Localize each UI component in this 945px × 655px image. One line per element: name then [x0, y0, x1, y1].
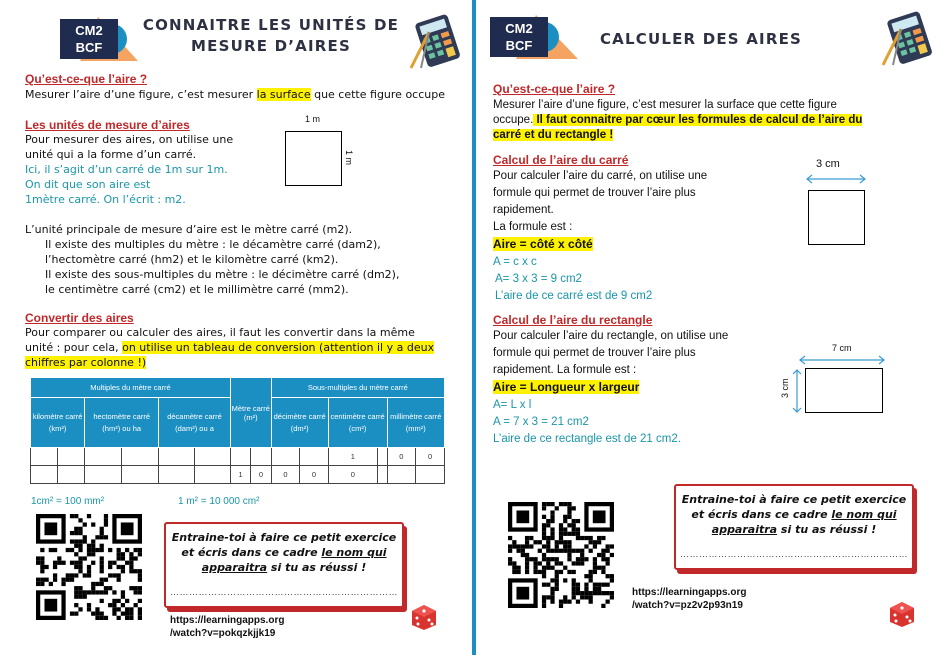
unites-text: Pour mesurer des aires, on utilise une unité qui a la forme d’un carré. Ici, il s’agit d’un carré de 1m sur 1m. On dit que son aire est 1mètre carré. On l’écrit : m2. [25, 133, 234, 206]
formula-carre: Aire = côté x côté [493, 237, 593, 251]
rect-dim-arrow [797, 354, 887, 366]
answer-line[interactable]: ……………………………………………………………… [170, 587, 398, 597]
right-page [476, 0, 945, 655]
conv-note-m2: 1 m² = 10 000 cm² [178, 496, 260, 507]
level-badge: CM2 BCF [60, 19, 118, 59]
formula-rectangle: Aire = Longueur x largeur [493, 380, 640, 394]
calculator-icon [879, 9, 939, 67]
page-title: CALCULER DES AIRES [599, 30, 803, 48]
rect-dim-side-arrow [792, 368, 802, 414]
section-heading-convertir: Convertir des aires [25, 311, 134, 325]
unit-square [285, 131, 342, 186]
qr-code-icon[interactable] [508, 502, 614, 608]
section-heading-unites: Les unités de mesure d’aires [25, 118, 190, 132]
exercise-box: Entraine-toi à faire ce petit exercice et écris dans ce cadre le nom qui apparaitra si tu as réussi ! ……………………………………………………………… [674, 484, 914, 570]
aire-definition: Mesurer l’aire d’une figure, c’est mesurer la surface que cette figure occupe [25, 88, 445, 101]
section-heading-rectangle: Calcul de l’aire du rectangle [493, 313, 653, 327]
aire-definition: Mesurer l’aire d’une figure, c’est mesurer la surface que cette figure occupe. Il faut connaitre par cœur les formules de calcul de l’aire du carré et du rectangle ! [493, 99, 863, 141]
rectangle-figure [805, 368, 883, 413]
table-row: 1 0 0 0 0 [31, 466, 445, 484]
rectangle-text: Pour calculer l’aire du rectangle, on utilise une formule qui permet de trouver l’aire plus rapidement. La formule est : Aire = Longueur x largeur A= L x l A = 7 x 3 = 21 cm2 L’aire de ce rectangle est de 21 cm2. [493, 330, 729, 445]
exercise-link[interactable]: https://learningapps.org /watch?v=pokqzkjjk19 [170, 615, 285, 639]
col-km2: kilomètre carré (km²) [31, 398, 85, 448]
conv-note-cm2: 1cm² = 100 mm² [31, 496, 105, 507]
col-metre-carre: Mètre carré (m²) [230, 378, 271, 448]
section-heading-aire: Qu’est-ce-que l’aire ? [493, 82, 616, 96]
rect-dim-top-label: 7 cm [832, 343, 852, 353]
col-hm2: hectomètre carré (hm²) ou ha [85, 398, 159, 448]
exercise-link[interactable]: https://learningapps.org /watch?v=pz2v2p93n19 [632, 587, 747, 611]
table-header-row [31, 378, 445, 398]
section-heading-carre: Calcul de l’aire du carré [493, 153, 629, 167]
table-row: 1 0 0 [31, 448, 445, 466]
col-dam2: décamètre carré (dam²) ou a [159, 398, 231, 448]
group-sous-multiples: Sous-multiples du mètre carré [271, 378, 444, 398]
exercise-box: Entraine-toi à faire ce petit exercice et écris dans ce cadre le nom qui apparaitra si tu as réussi ! ……………………………………………………………… [164, 522, 404, 608]
qr-code-icon[interactable] [36, 514, 142, 620]
col-cm2: centimètre carré (cm²) [328, 398, 387, 448]
dice-icon [410, 603, 438, 631]
carre-figure [808, 190, 865, 245]
carre-text: Pour calculer l’aire du carré, on utilise une formule qui permet de trouver l’aire plus rapidement. La formule est : Aire = côté x côté A = c x c A= 3 x 3 = 9 cm2 L’aire de ce carré est de 9 cm2 [493, 170, 708, 302]
level-badge: CM2 BCF [490, 17, 548, 57]
left-page [0, 0, 472, 655]
dice-icon [888, 600, 916, 630]
group-multiples: Multiples du mètre carré [31, 378, 231, 398]
page-title: CONNAITRE LES UNITÉS DE MESURE D’AIRES [142, 16, 400, 55]
unites-list: L’unité principale de mesure d’aire est le mètre carré (m2). Il existe des multiples du mètre : le décamètre carré (dam2), l’hectomètre carré (hm2) et le kilomètre carré (km2). Il existe des sous-multiples du mètre : le décimètre carré (dm2), le centimètre carré (cm2) et le millimètre carré (mm2). [25, 223, 400, 296]
col-mm2: millimètre carré (mm²) [387, 398, 445, 448]
answer-line[interactable]: ……………………………………………………………… [680, 549, 908, 559]
calculator-icon [407, 12, 467, 70]
convertir-text: Pour comparer ou calculer des aires, il faut les convertir dans la même unité : pour cela, on utilise un tableau de conversion (attention il y a deux chiffres par colonne !) [25, 326, 435, 369]
carre-dim-label: 3 cm [816, 158, 840, 170]
conversion-table [30, 377, 445, 484]
rect-dim-side-label: 3 cm [780, 378, 790, 398]
carre-dim-arrow [804, 172, 868, 186]
square-side-label: 1 m [344, 150, 354, 166]
square-top-label: 1 m [305, 114, 321, 124]
section-heading-aire: Qu’est-ce-que l’aire ? [25, 72, 148, 86]
col-dm2: décimètre carré (dm²) [271, 398, 328, 448]
